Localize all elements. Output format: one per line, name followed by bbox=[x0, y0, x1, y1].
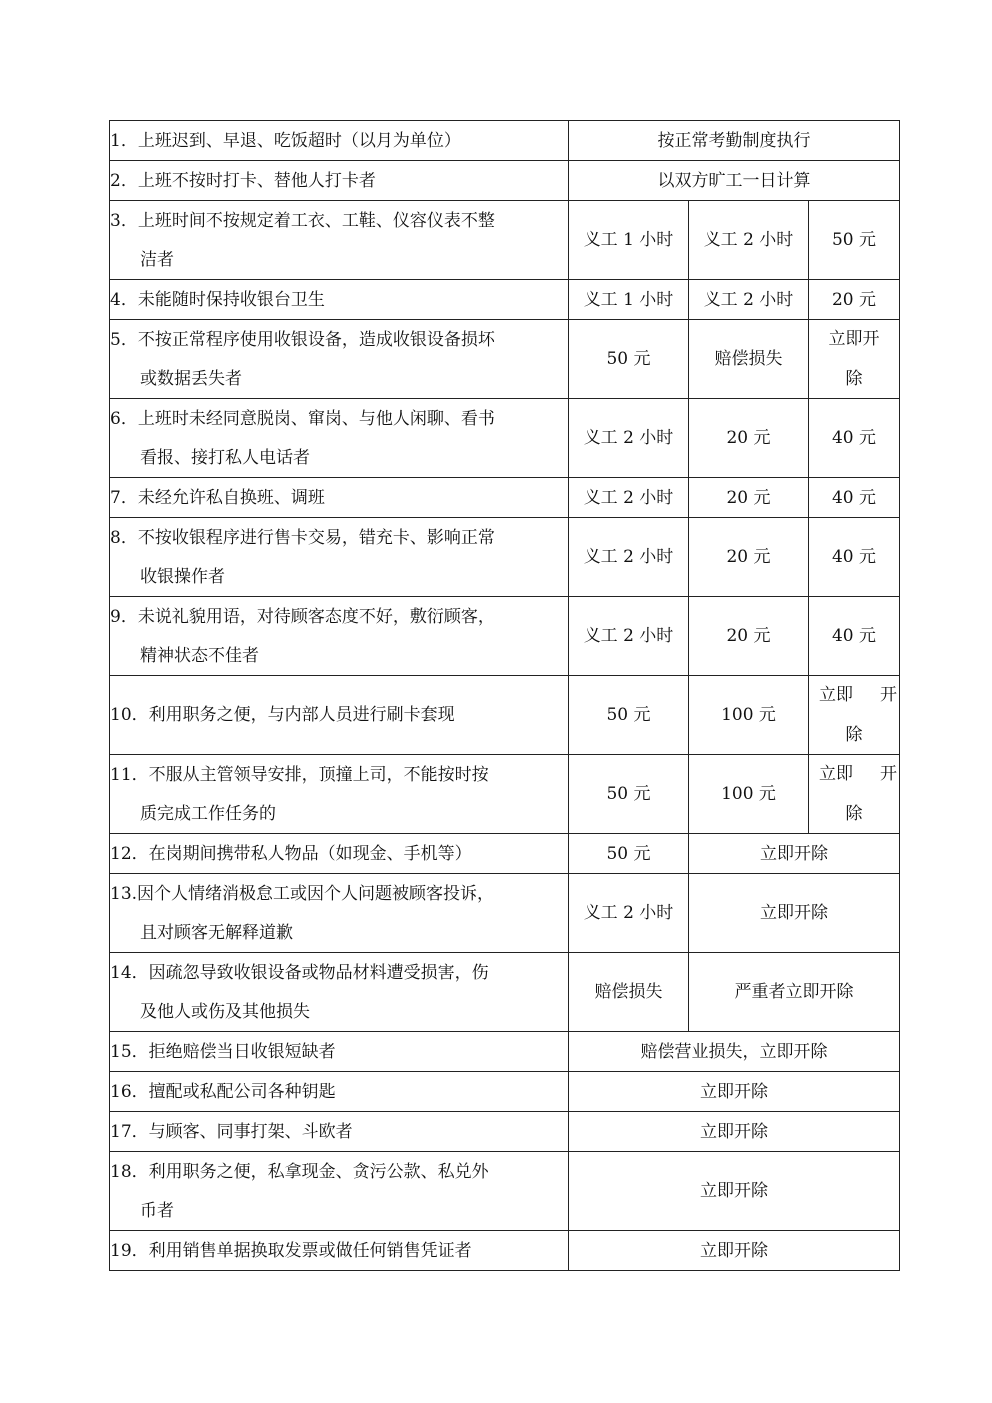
penalty-cell: 义工 2 小时 bbox=[569, 518, 689, 597]
penalty-cell: 立即开除 bbox=[569, 1072, 900, 1112]
table-row bbox=[110, 1112, 900, 1152]
rule-description: 2．上班不按时打卡、替他人打卡者 bbox=[110, 161, 569, 201]
penalty-cell: 以双方旷工一日计算 bbox=[569, 161, 900, 201]
penalty-cell: 义工 2 小时 bbox=[689, 201, 809, 280]
rule-description: 13.因个人情绪消极怠工或因个人问题被顾客投诉， 且对顾客无解释道歉 bbox=[110, 874, 569, 953]
penalty-cell bbox=[809, 755, 900, 834]
penalty-line: 立即 bbox=[819, 764, 853, 784]
table-row bbox=[110, 1032, 900, 1072]
penalty-cell: 义工 2 小时 bbox=[569, 478, 689, 518]
rule-description: 14．因疏忽导致收银设备或物品材料遭受损害，伤 及他人或伤及其他损失 bbox=[110, 953, 569, 1032]
penalty-cell: 20 元 bbox=[809, 280, 900, 320]
rule-description: 8．不按收银程序进行售卡交易，错充卡、影响正常 收银操作者 bbox=[110, 518, 569, 597]
penalty-cell: 立即开除 bbox=[569, 1231, 900, 1271]
penalty-cell: 40 元 bbox=[809, 597, 900, 676]
penalty-cell: 20 元 bbox=[689, 518, 809, 597]
rule-description: 15．拒绝赔偿当日收银短缺者 bbox=[110, 1032, 569, 1072]
rule-description: 17．与顾客、同事打架、斗欧者 bbox=[110, 1112, 569, 1152]
penalty-cell: 义工 1 小时 bbox=[569, 280, 689, 320]
table-row bbox=[110, 874, 900, 953]
penalty-cell: 100 元 bbox=[689, 676, 809, 755]
penalty-cell: 20 元 bbox=[689, 597, 809, 676]
table-row bbox=[110, 1231, 900, 1271]
rule-description: 5．不按正常程序使用收银设备，造成收银设备损坏 或数据丢失者 bbox=[110, 320, 569, 399]
table-row bbox=[110, 834, 900, 874]
penalty-cell: 按正常考勤制度执行 bbox=[569, 121, 900, 161]
penalty-cell: 赔偿营业损失，立即开除 bbox=[569, 1032, 900, 1072]
rule-description: 1．上班迟到、早退、吃饭超时（以月为单位） bbox=[110, 121, 569, 161]
penalty-cell: 义工 2 小时 bbox=[569, 399, 689, 478]
table-row bbox=[110, 201, 900, 280]
table-row bbox=[110, 399, 900, 478]
table-row bbox=[110, 1072, 900, 1112]
penalty-cell: 立即开除 bbox=[569, 1152, 900, 1231]
table-row bbox=[110, 121, 900, 161]
penalty-cell: 40 元 bbox=[809, 478, 900, 518]
table-row bbox=[110, 320, 900, 399]
table-row bbox=[110, 953, 900, 1032]
table-row bbox=[110, 280, 900, 320]
penalty-cell: 50 元 bbox=[569, 320, 689, 399]
penalty-cell: 义工 2 小时 bbox=[569, 874, 689, 953]
rule-description: 7．未经允许私自换班、调班 bbox=[110, 478, 569, 518]
penalty-cell bbox=[809, 320, 900, 399]
penalty-cell: 100 元 bbox=[689, 755, 809, 834]
rule-description: 12．在岗期间携带私人物品（如现金、手机等） bbox=[110, 834, 569, 874]
penalty-cell: 义工 1 小时 bbox=[569, 201, 689, 280]
penalty-cell: 20 元 bbox=[689, 478, 809, 518]
table-row bbox=[110, 597, 900, 676]
penalty-line: 除 bbox=[845, 804, 863, 824]
penalty-cell: 50 元 bbox=[569, 834, 689, 874]
rule-description: 19．利用销售单据换取发票或做任何销售凭证者 bbox=[110, 1231, 569, 1271]
table-row bbox=[110, 161, 900, 201]
penalty-line: 除 bbox=[845, 369, 863, 389]
penalty-cell: 赔偿损失 bbox=[569, 953, 689, 1032]
penalty-cell: 立即开除 bbox=[689, 834, 900, 874]
penalty-cell: 20 元 bbox=[689, 399, 809, 478]
penalty-cell: 赔偿损失 bbox=[689, 320, 809, 399]
penalty-cell: 立即开除 bbox=[689, 874, 900, 953]
penalty-cell: 义工 2 小时 bbox=[689, 280, 809, 320]
table-row bbox=[110, 676, 900, 755]
rule-description: 10．利用职务之便，与内部人员进行刷卡套现 bbox=[110, 676, 569, 755]
rule-description: 11．不服从主管领导安排，顶撞上司，不能按时按 质完成工作任务的 bbox=[110, 755, 569, 834]
penalty-cell: 40 元 bbox=[809, 518, 900, 597]
rule-description: 3．上班时间不按规定着工衣、工鞋、仪容仪表不整 洁者 bbox=[110, 201, 569, 280]
rule-description: 4．未能随时保持收银台卫生 bbox=[110, 280, 569, 320]
penalty-cell: 立即开除 bbox=[569, 1112, 900, 1152]
table-row bbox=[110, 478, 900, 518]
penalty-line: 除 bbox=[845, 725, 863, 745]
penalty-line: 立即 bbox=[819, 685, 853, 705]
rule-description: 18．利用职务之便，私拿现金、贪污公款、私兑外 币者 bbox=[110, 1152, 569, 1231]
table-row bbox=[110, 755, 900, 834]
penalty-cell: 50 元 bbox=[809, 201, 900, 280]
penalty-line: 开 bbox=[880, 685, 898, 705]
penalty-cell: 40 元 bbox=[809, 399, 900, 478]
table-row bbox=[110, 518, 900, 597]
penalty-line: 立即开 bbox=[828, 329, 880, 349]
penalty-cell: 严重者立即开除 bbox=[689, 953, 900, 1032]
table-row bbox=[110, 1152, 900, 1231]
penalty-cell: 50 元 bbox=[569, 676, 689, 755]
penalty-cell: 义工 2 小时 bbox=[569, 597, 689, 676]
penalty-cell bbox=[809, 676, 900, 755]
penalty-line: 开 bbox=[880, 764, 898, 784]
rule-description: 6．上班时未经同意脱岗、窜岗、与他人闲聊、看书 看报、接打私人电话者 bbox=[110, 399, 569, 478]
rule-description: 9．未说礼貌用语，对待顾客态度不好，敷衍顾客， 精神状态不佳者 bbox=[110, 597, 569, 676]
rule-description: 16．擅配或私配公司各种钥匙 bbox=[110, 1072, 569, 1112]
penalty-cell: 50 元 bbox=[569, 755, 689, 834]
penalty-table bbox=[109, 120, 900, 1271]
